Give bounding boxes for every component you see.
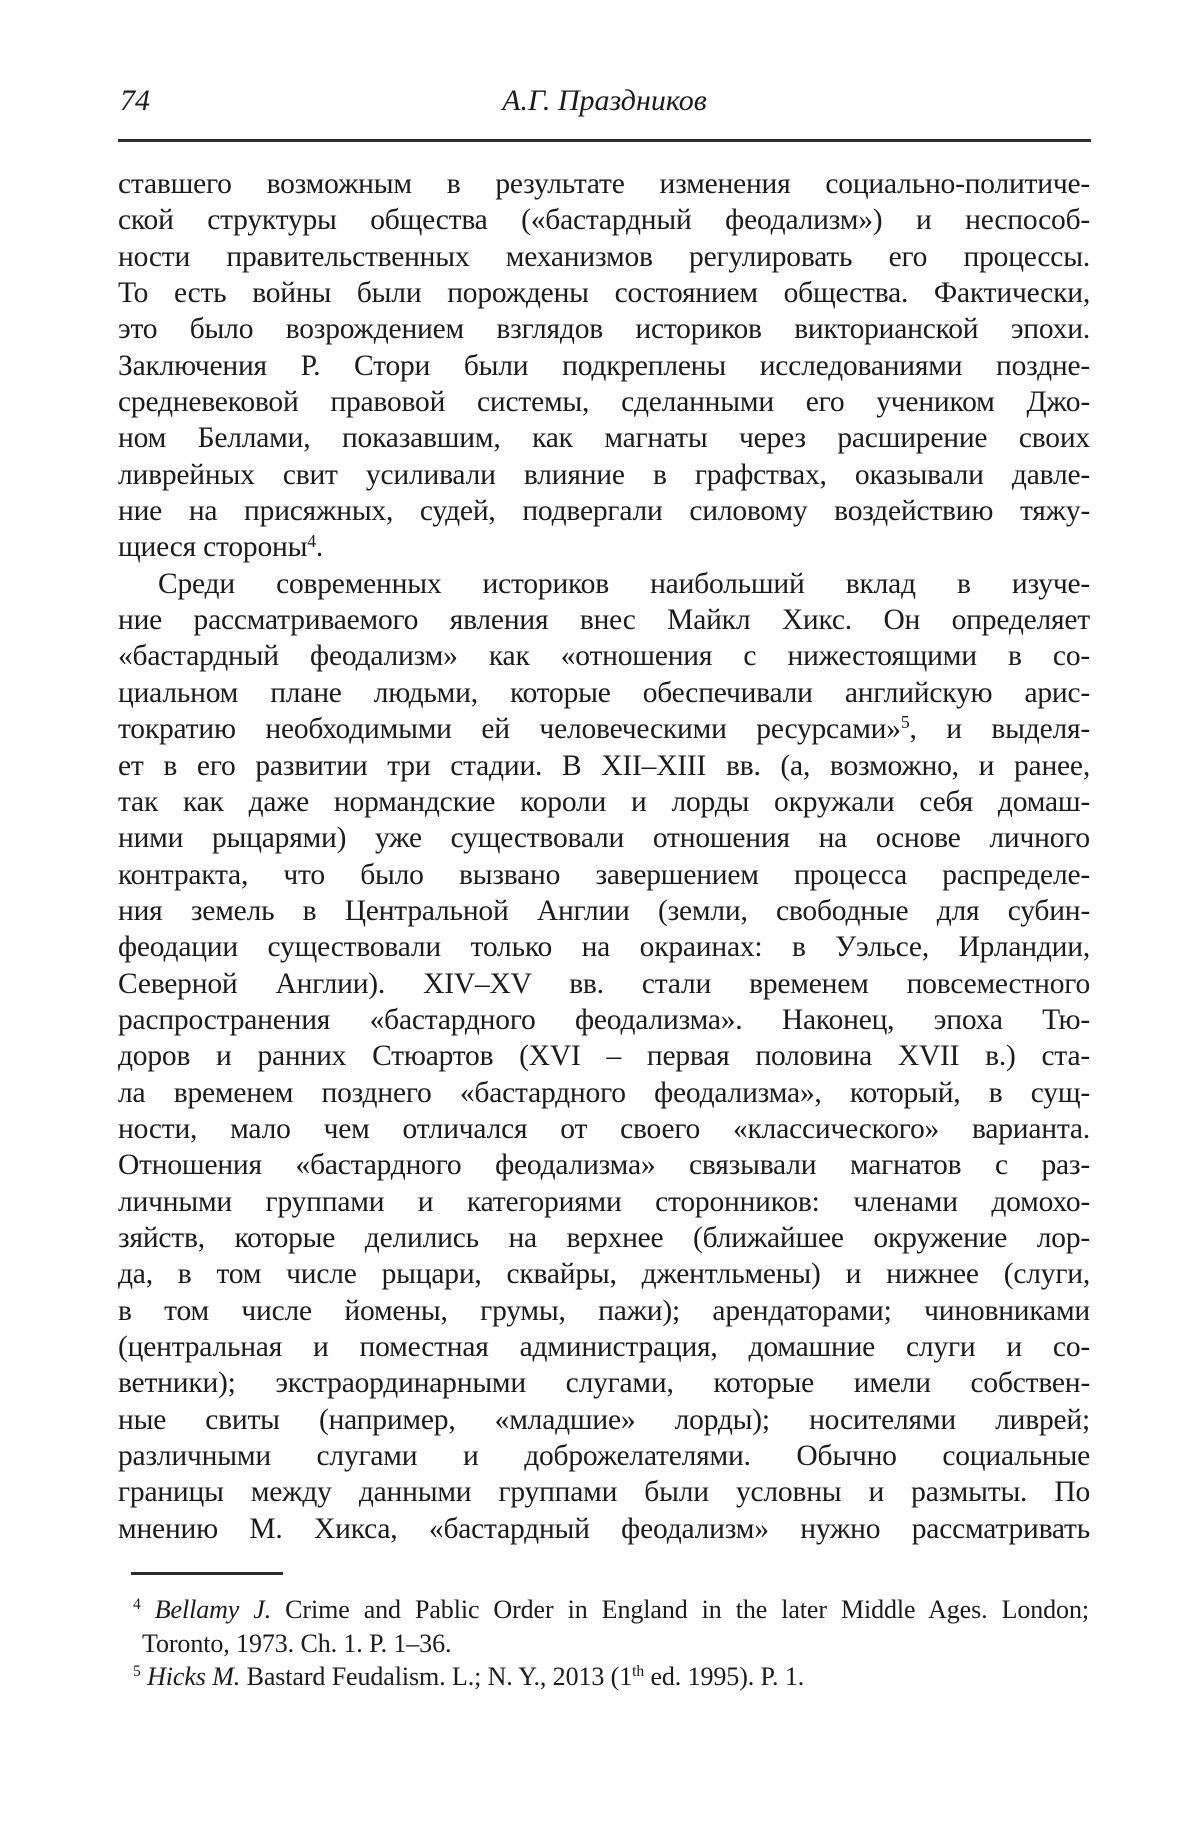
footnote (133, 1593, 1089, 1660)
text-line: ливрейных свит усиливали влияние в графствах, оказывали давле- (118, 458, 1090, 491)
text-line: ской структуры общества («бастардный феодализм») и неспособ- (118, 204, 1090, 237)
text-line: ности правительственных механизмов регулировать его процессы. (118, 240, 1090, 273)
text-line: мнению М. Хикса, «бастардный феодализм» нужно рассматривать (118, 1512, 1090, 1545)
text-line: Заключения Р. Стори были подкреплены исследованиями поздне- (118, 349, 1090, 382)
page-number: 74 (120, 84, 150, 117)
text-line: То есть войны были порождены состоянием общества. Фактически, (118, 277, 1090, 310)
text-line: ния земель в Центральной Англии (земли, свободные для субин- (118, 894, 1090, 927)
text-line: ветники); экстраординарными слугами, которые имели собствен- (118, 1367, 1090, 1400)
text-line: это было возрождением взглядов историков викторианской эпохи. (118, 313, 1090, 346)
text-line: Северной Англии). XIV–XV вв. стали временем повсеместного (118, 967, 1090, 1000)
text-line: тократию необходимыми ей человеческими ресурсами»$^5$, и выделя- (118, 712, 1090, 746)
text-line: Среди современных историков наибольший вклад в изуче- (158, 567, 1090, 600)
text-line: ном Беллами, показавшим, как магнаты через расширение своих (118, 422, 1090, 455)
text-line: распространения «бастардного феодализма». Наконец, эпоха Тю- (118, 1003, 1090, 1036)
footnote-line: $^4$ Bellamy J. Crime and Pablic Order in England in the later Middle Ages. London; (133, 1595, 1089, 1624)
text-line: ние рассматриваемого явления внес Майкл Хикс. Он определяет (118, 604, 1090, 637)
paragraph (118, 566, 1090, 1547)
text-line: ние на присяжных, судей, подвергали силовому воздействию тяжу- (118, 495, 1090, 528)
text-line: ности, мало чем отличался от своего «классического» варианта. (118, 1112, 1090, 1145)
footnote-line: $^5$ Hicks M. Bastard Feudalism. L.; N. Y., 2013 (1th ed. 1995). P. 1. (133, 1662, 805, 1691)
running-head (118, 84, 1091, 126)
text-line: границы между данными группами были условны и размыты. По (118, 1476, 1090, 1509)
running-head-author: А.Г. Праздников (502, 84, 707, 117)
text-line: ставшего возможным в результате изменения социально-политиче- (118, 168, 1090, 200)
text-line: ла временем позднего «бастардного феодализма», который, в сущ- (118, 1076, 1090, 1109)
text-line: зяйств, которые делились на верхнее (ближайшее окружение лор- (118, 1221, 1090, 1254)
text-line: личными группами и категориями сторонников: членами домохо- (118, 1185, 1090, 1218)
text-line: так как даже нормандские короли и лорды окружали себя домаш- (118, 785, 1090, 818)
text-line: (центральная и поместная администрация, домашние слуги и со- (118, 1331, 1090, 1363)
footnotes (133, 1593, 1089, 1694)
text-line: средневековой правовой системы, сделанными его учеником Джо- (118, 386, 1090, 419)
footnote-line: Toronto, 1973. Ch. 1. P. 1–36. (142, 1628, 452, 1658)
text-line: феодации существовали только на окраинах: в Уэльсе, Ирландии, (118, 931, 1090, 964)
paragraph (118, 166, 1090, 566)
text-line: ет в его развитии три стадии. В XII–XIII вв. (а, возможно, и ранее, (118, 749, 1090, 782)
text-line: ними рыцарями) уже существовали отношения на основе личного (118, 822, 1090, 855)
text-line: доров и ранних Стюартов (XVI – первая половина XVII в.) ста- (118, 1040, 1090, 1073)
footnote-separator-rule (131, 1572, 283, 1575)
body-text (118, 166, 1090, 1547)
text-line: «бастардный феодализм» как «отношения с нижестоящими в со- (118, 640, 1090, 673)
footnote (133, 1660, 1089, 1694)
text-line: в том числе йомены, грумы, пажи); арендаторами; чиновниками (118, 1294, 1090, 1327)
text-line: контракта, что было вызвано завершением процесса распределе- (118, 858, 1090, 891)
text-line: различными слугами и доброжелателями. Обычно социальные (118, 1440, 1090, 1473)
text-line: Отношения «бастардного феодализма» связывали магнатов с раз- (118, 1149, 1090, 1182)
text-line: ные свиты (например, «младшие» лорды); носителями ливрей; (118, 1403, 1090, 1436)
header-rule (118, 139, 1091, 142)
text-line: циальном плане людьми, которые обеспечивали английскую арис- (118, 676, 1090, 709)
text-line: да, в том числе рыцари, сквайры, джентльмены) и нижнее (слуги, (118, 1258, 1090, 1291)
text-line: щиеся стороны$^4$. (118, 530, 324, 564)
